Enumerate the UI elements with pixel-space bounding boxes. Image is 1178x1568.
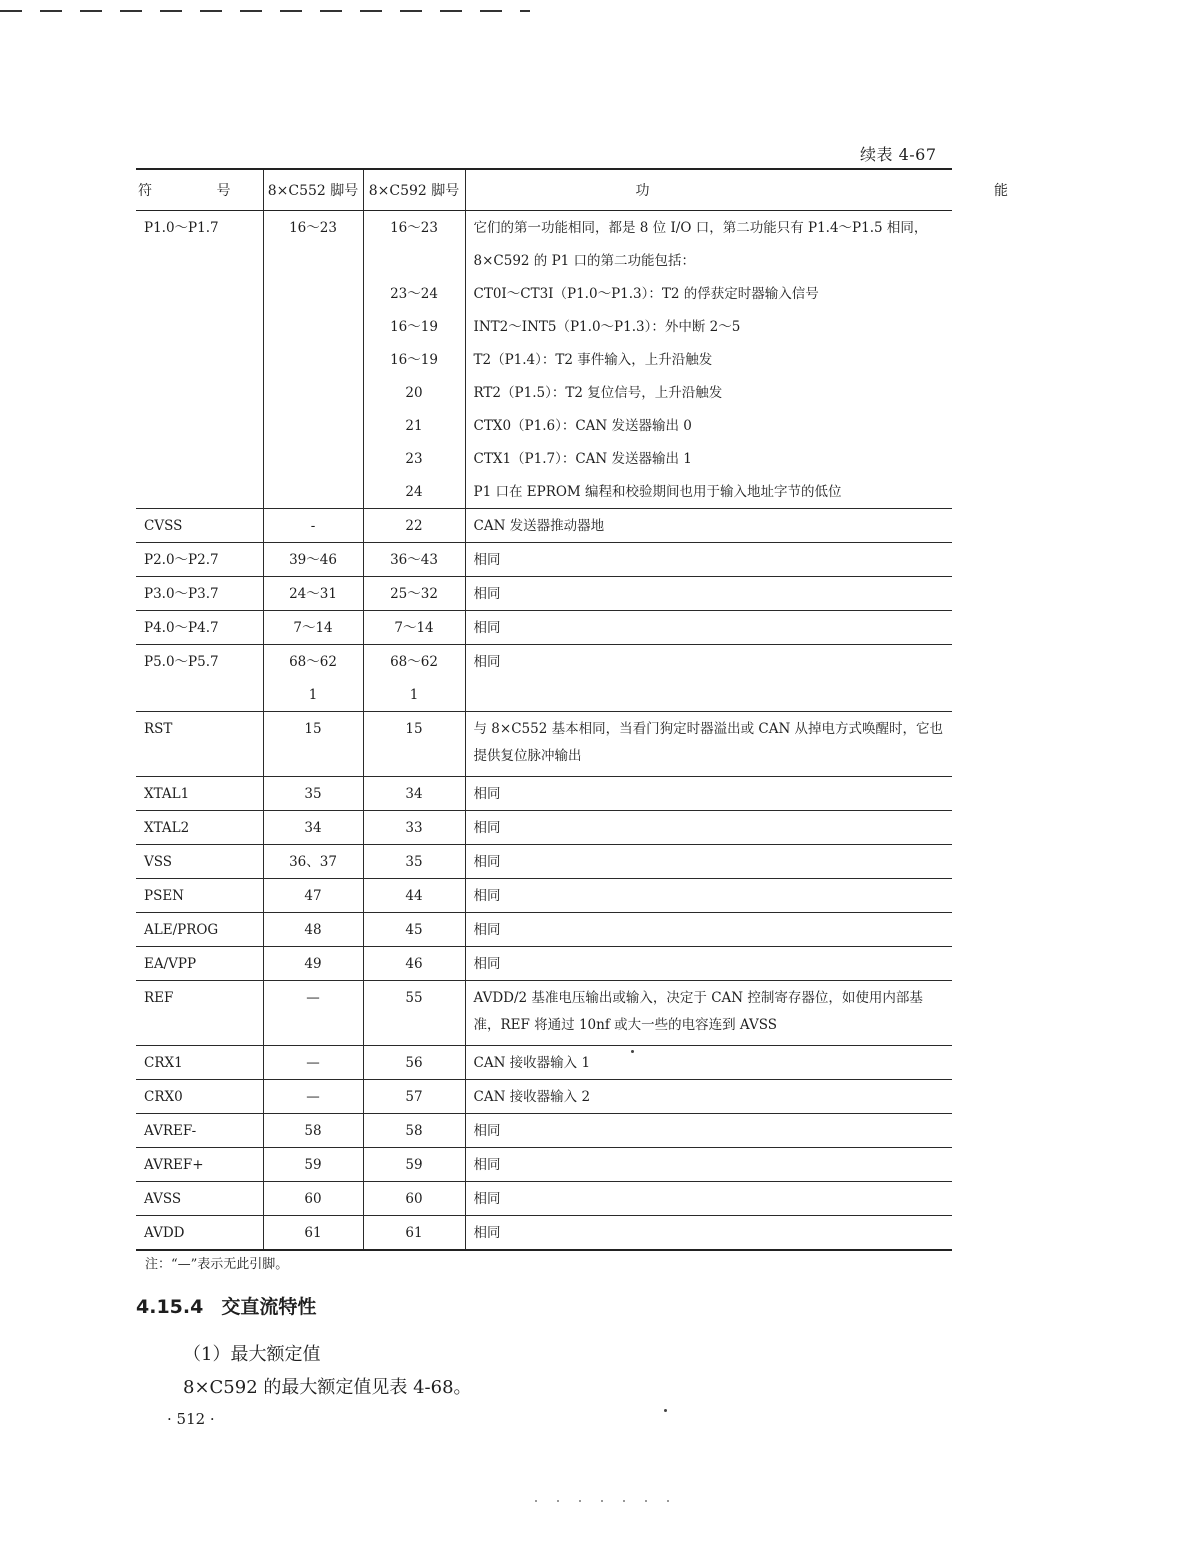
cell-function: 相同	[465, 543, 952, 577]
cell-pin-c592: 35	[363, 845, 465, 879]
cell-pin-c592: 15	[363, 712, 465, 777]
cell-pin-c552: 49	[263, 947, 363, 981]
table-row	[136, 543, 952, 577]
pin-comparison-table	[136, 168, 1178, 1251]
cell-pin-c552	[263, 442, 363, 475]
table-row	[136, 1046, 952, 1080]
cell-symbol: XTAL1	[136, 777, 263, 811]
cell-pin-c592: 16～19	[363, 343, 465, 376]
cell-symbol: P4.0～P4.7	[136, 611, 263, 645]
cell-pin-c552: 47	[263, 879, 363, 913]
cell-pin-c592: 59	[363, 1148, 465, 1182]
cell-pin-c552: 1	[263, 678, 363, 712]
cell-pin-c552: 35	[263, 777, 363, 811]
cell-symbol: AVREF+	[136, 1148, 263, 1182]
cell-pin-c592: 21	[363, 409, 465, 442]
section-title: 交直流特性	[221, 1296, 317, 1318]
cell-pin-c592: 60	[363, 1182, 465, 1216]
cell-pin-c552: 60	[263, 1182, 363, 1216]
cell-pin-c552	[263, 475, 363, 509]
cell-symbol: PSEN	[136, 879, 263, 913]
cell-symbol	[136, 475, 263, 509]
cell-pin-c592: 55	[363, 981, 465, 1046]
header-pin-c552: 8×C552 脚号	[263, 169, 363, 211]
cell-symbol	[136, 678, 263, 712]
cell-pin-c552: 24～31	[263, 577, 363, 611]
table-row	[136, 211, 952, 245]
cell-pin-c552: 68～62	[263, 645, 363, 679]
cell-pin-c592: 36～43	[363, 543, 465, 577]
cell-function: 相同	[465, 1148, 952, 1182]
cell-function: 与 8×C552 基本相同，当看门狗定时器溢出或 CAN 从掉电方式唤醒时，它也提供复位脉冲输出	[465, 712, 952, 777]
cell-symbol: EA/VPP	[136, 947, 263, 981]
cell-function: 相同	[465, 1182, 952, 1216]
table-row	[136, 244, 952, 277]
cell-pin-c552: —	[263, 981, 363, 1046]
cell-pin-c552: 61	[263, 1216, 363, 1251]
table-row	[136, 913, 952, 947]
table-row	[136, 509, 952, 543]
cell-function	[465, 678, 952, 712]
table-row	[136, 811, 952, 845]
cell-symbol	[136, 343, 263, 376]
table-row	[136, 442, 952, 475]
cell-pin-c552: 7～14	[263, 611, 363, 645]
cell-pin-c592: 24	[363, 475, 465, 509]
page-number: · 512 ·	[167, 1410, 215, 1428]
scan-speck-dot	[664, 1409, 667, 1412]
cell-pin-c552	[263, 244, 363, 277]
cell-pin-c552: 59	[263, 1148, 363, 1182]
cell-symbol: AVSS	[136, 1182, 263, 1216]
cell-function: CT0I～CT3I（P1.0～P1.3）：T2 的俘获定时器输入信号	[465, 277, 952, 310]
table-row	[136, 310, 952, 343]
cell-symbol	[136, 409, 263, 442]
cell-pin-c592: 58	[363, 1114, 465, 1148]
table-row	[136, 678, 952, 712]
cell-pin-c552: 39～46	[263, 543, 363, 577]
table-header-row	[136, 169, 952, 211]
cell-function: CTX0（P1.6）：CAN 发送器输出 0	[465, 409, 952, 442]
cell-pin-c592: 7～14	[363, 611, 465, 645]
cell-pin-c552	[263, 277, 363, 310]
cell-symbol: REF	[136, 981, 263, 1046]
cell-function: RT2（P1.5）：T2 复位信号，上升沿触发	[465, 376, 952, 409]
cell-pin-c592	[363, 244, 465, 277]
cell-symbol: ALE/PROG	[136, 913, 263, 947]
table-body	[136, 211, 952, 1251]
cell-symbol: CRX0	[136, 1080, 263, 1114]
cell-pin-c592: 20	[363, 376, 465, 409]
table-row	[136, 475, 952, 509]
cell-pin-c592: 45	[363, 913, 465, 947]
header-symbol: 符 号	[136, 169, 263, 211]
table-note: 注：“—”表示无此引脚。	[145, 1257, 289, 1272]
cell-pin-c592: 16～23	[363, 211, 465, 245]
cell-pin-c552: 16～23	[263, 211, 363, 245]
table-row	[136, 1148, 952, 1182]
table-row	[136, 376, 952, 409]
cell-function: 相同	[465, 1216, 952, 1251]
table-row	[136, 1114, 952, 1148]
cell-function: T2（P1.4）：T2 事件输入，上升沿触发	[465, 343, 952, 376]
cell-symbol	[136, 310, 263, 343]
cell-function: P1 口在 EPROM 编程和校验期间也用于输入地址字节的低位	[465, 475, 952, 509]
cell-symbol: CRX1	[136, 1046, 263, 1080]
cell-symbol	[136, 277, 263, 310]
cell-function: 相同	[465, 777, 952, 811]
cell-pin-c592: 33	[363, 811, 465, 845]
cell-function: 相同	[465, 913, 952, 947]
cell-pin-c592: 1	[363, 678, 465, 712]
table-row	[136, 777, 952, 811]
cell-symbol: RST	[136, 712, 263, 777]
cell-function: 相同	[465, 577, 952, 611]
table-row	[136, 947, 952, 981]
cell-pin-c592: 68～62	[363, 645, 465, 679]
cell-function: 相同	[465, 845, 952, 879]
table-row	[136, 712, 952, 777]
table-row	[136, 1182, 952, 1216]
table-row	[136, 879, 952, 913]
cell-pin-c592: 25～32	[363, 577, 465, 611]
cell-function: 它们的第一功能相同，都是 8 位 I/O 口，第二功能只有 P1.4～P1.5 相同，	[465, 211, 952, 245]
cell-symbol: AVREF-	[136, 1114, 263, 1148]
cell-pin-c552	[263, 409, 363, 442]
table-row	[136, 577, 952, 611]
section-heading	[136, 1292, 316, 1319]
cell-pin-c592: 61	[363, 1216, 465, 1251]
cell-pin-c552	[263, 343, 363, 376]
cell-pin-c552: 58	[263, 1114, 363, 1148]
cell-pin-c552	[263, 376, 363, 409]
cell-function: CAN 发送器推动器地	[465, 509, 952, 543]
scan-edge-dashes	[0, 10, 530, 12]
cell-pin-c552: 34	[263, 811, 363, 845]
cell-symbol: AVDD	[136, 1216, 263, 1251]
cell-pin-c592: 16～19	[363, 310, 465, 343]
table-row	[136, 277, 952, 310]
cell-pin-c592: 46	[363, 947, 465, 981]
cell-function: INT2～INT5（P1.0～P1.3）：外中断 2～5	[465, 310, 952, 343]
table-row	[136, 645, 952, 679]
cell-function: CAN 接收器输入 2	[465, 1080, 952, 1114]
cell-pin-c552: 15	[263, 712, 363, 777]
cell-function: AVDD/2 基准电压输出或输入，决定于 CAN 控制寄存器位，如使用内部基准，REF 将通过 10nf 或大一些的电容连到 AVSS	[465, 981, 952, 1046]
table-continued-caption: 续表 4-67	[860, 145, 937, 164]
cell-symbol: P5.0～P5.7	[144, 654, 219, 670]
cell-pin-c552: —	[263, 1046, 363, 1080]
cell-pin-c552: 48	[263, 913, 363, 947]
cell-function: 8×C592 的 P1 口的第二功能包括：	[465, 244, 952, 277]
cell-pin-c552: 36、37	[263, 845, 363, 879]
cell-symbol: XTAL2	[136, 811, 263, 845]
cell-function: 相同	[465, 1114, 952, 1148]
header-function: 功 能	[465, 169, 952, 211]
cell-symbol: P1.0～P1.7	[144, 220, 219, 236]
cell-function: 相同	[465, 811, 952, 845]
cell-pin-c592: 34	[363, 777, 465, 811]
header-pin-c592: 8×C592 脚号	[363, 169, 465, 211]
cell-function: 相同	[465, 947, 952, 981]
cell-symbol	[136, 376, 263, 409]
table-row	[136, 1080, 952, 1114]
cell-pin-c592: 44	[363, 879, 465, 913]
cell-symbol: VSS	[136, 845, 263, 879]
cell-pin-c592: 57	[363, 1080, 465, 1114]
cell-function: 相同	[465, 879, 952, 913]
table-row	[136, 343, 952, 376]
cell-pin-c592: 23～24	[363, 277, 465, 310]
cell-symbol	[136, 244, 263, 277]
cell-symbol	[136, 442, 263, 475]
table-row	[136, 611, 952, 645]
scan-specks	[535, 1500, 675, 1502]
cell-symbol: CVSS	[136, 509, 263, 543]
table-row	[136, 409, 952, 442]
table-row	[136, 845, 952, 879]
table-row	[136, 981, 952, 1046]
subsection-heading: （1）最大额定值	[183, 1344, 321, 1365]
cell-pin-c552	[263, 310, 363, 343]
cell-function: 相同	[465, 645, 952, 679]
table-row	[136, 1216, 952, 1251]
cell-pin-c552: -	[263, 509, 363, 543]
cell-pin-c592: 22	[363, 509, 465, 543]
section-number: 4.15.4	[136, 1296, 204, 1318]
cell-symbol: P2.0～P2.7	[136, 543, 263, 577]
cell-pin-c592: 56	[363, 1046, 465, 1080]
body-paragraph: 8×C592 的最大额定值见表 4-68。	[183, 1377, 472, 1398]
cell-function: CTX1（P1.7）：CAN 发送器输出 1	[465, 442, 952, 475]
cell-pin-c552: —	[263, 1080, 363, 1114]
cell-symbol: P3.0～P3.7	[136, 577, 263, 611]
cell-function: CAN 接收器输入 1	[465, 1046, 952, 1080]
scan-speck-dot	[631, 1050, 634, 1053]
cell-pin-c592: 23	[363, 442, 465, 475]
cell-function: 相同	[465, 611, 952, 645]
